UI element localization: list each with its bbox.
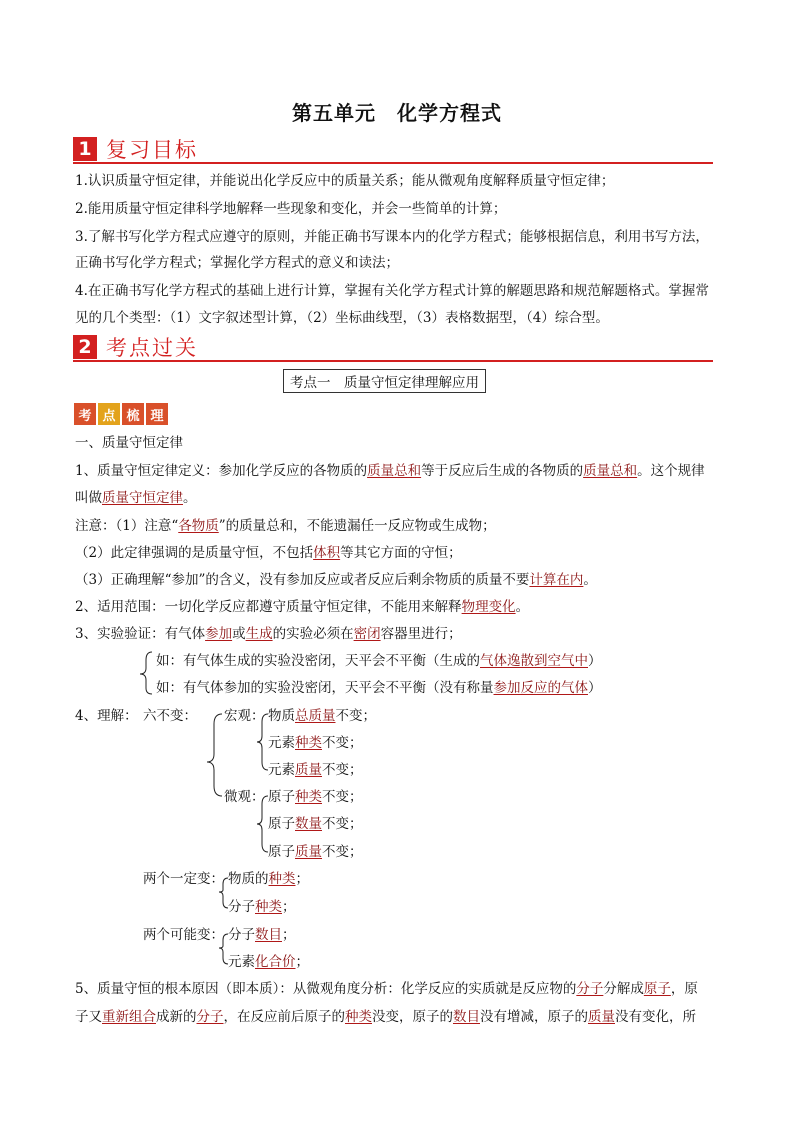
micro-item-2: 原子数量不变； [268,816,363,832]
macro-label: 宏观： [224,708,265,724]
note-3: （3）正确理解“参加”的含义，没有参加反应或者反应后剩余物质的质量不要计算在内。 [75,572,597,588]
micro-item-1: 原子种类不变； [268,789,363,805]
may-change-1: 分子数目； [228,927,296,943]
macro-item-2: 元素种类不变； [268,735,363,751]
macro-item-1: 物质总质量不变； [268,708,376,724]
tag-dian: 点 [98,403,120,425]
goal-2: 2.能用质量守恒定律科学地解释一些现象和变化，并会一些简单的计算； [75,201,507,217]
goal-3-cont: 正确书写化学方程式；掌握化学方程式的意义和读法； [75,255,399,271]
two-must-change-label: 两个一定变： [143,871,224,887]
heading-law: 一、质量守恒定律 [75,435,183,451]
section-number-badge: 1 [73,137,97,161]
p5-line: 5、质量守恒的根本原因（即本质）：从微观角度分析：化学反应的实质就是反应物的分子分解成原子，原 [75,981,698,997]
goal-4: 4.在正确书写化学方程式的基础上进行计算，掌握有关化学方程式计算的解题思路和规范解题格式。掌握常 [75,283,709,299]
note-2: （2）此定律强调的是质量守恒，不包括体积等其它方面的守恒； [75,545,462,561]
p1b-line: 叫做质量守恒定律。 [75,490,197,506]
section-title: 复习目标 [106,138,198,162]
goal-3: 3.了解书写化学方程式应遵守的原则，并能正确书写课本内的化学方程式；能够根据信息，利用书写方法， [75,229,709,245]
section-number-badge: 2 [73,335,97,359]
two-may-change-label: 两个可能变： [143,927,224,943]
p5b-line: 子又重新组合成新的分子，在反应前后原子的种类没变，原子的数目没有增减，原子的质量没有变化，所 [75,1009,696,1025]
p3-line: 3、实验验证：有气体参加或生成的实验必须在密闭容器里进行； [75,626,462,642]
note-1: 注意：（1）注意“各物质”的质量总和，不能遗漏任一反应物或生成物； [75,518,496,534]
goal-1: 1.认识质量守恒定律，并能说出化学反应中的质量关系；能从微观角度解释质量守恒定律； [75,173,615,189]
tag-shu: 梳 [122,403,144,425]
example-2: 如：有气体参加的实验没密闭，天平会不平衡（没有称量参加反应的气体） [156,680,602,696]
must-change-1: 物质的种类； [228,871,309,887]
key-point-box: 考点一 质量守恒定律理解应用 [283,369,486,393]
page-title: 第五单元 化学方程式 [292,101,502,125]
micro-item-3: 原子质量不变； [268,844,363,860]
tag-kao: 考 [74,403,96,425]
section-title: 考点过关 [106,336,198,360]
may-change-2: 元素化合价； [228,954,309,970]
p1-line: 1、质量守恒定律定义：参加化学反应的各物质的质量总和等于反应后生成的各物质的质量总和。这个规律 [75,463,705,479]
p2-line: 2、适用范围：一切化学反应都遵守质量守恒定律，不能用来解释物理变化。 [75,599,530,615]
must-change-2: 分子种类； [228,899,296,915]
goal-4-cont: 见的几个类型：（1）文字叙述型计算，（2）坐标曲线型，（3）表格数据型，（4）综合型。 [75,310,609,326]
tag-li: 理 [146,403,168,425]
micro-label: 微观： [224,789,265,805]
macro-item-3: 元素质量不变； [268,762,363,778]
six-unchanged-label: 六不变： [143,708,197,724]
example-1: 如：有气体生成的实验没密闭，天平会不平衡（生成的气体逸散到空气中） [156,653,602,669]
p4-label: 4、理解： [75,708,138,724]
